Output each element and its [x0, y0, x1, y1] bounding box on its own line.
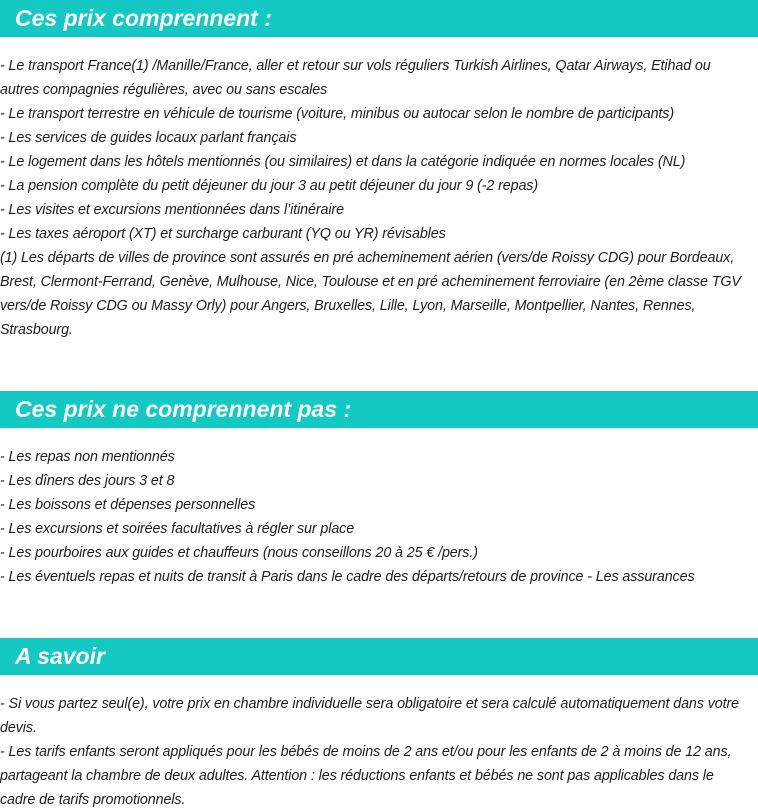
list-item: - Les excursions et soirées facultatives à régler sur place	[0, 521, 355, 537]
list-item: - Les taxes aéroport (XT) et surcharge carburant (YQ ou YR) révisables	[0, 226, 446, 242]
list-item: - Si vous partez seul(e), votre prix en chambre individuelle sera obligatoire et sera calculé automatiquement dans votre devis.	[0, 696, 739, 736]
section-body-included	[0, 54, 758, 342]
section-included	[0, 0, 758, 342]
list-item: - Les tarifs enfants seront appliqués pour les bébés de moins de 2 ans et/ou pour les enfants de 2 à moins de 12 ans, partageant la chambre de deux adultes. Attention : les réductions enfants et bébés ne sont pas applicables dans le cadre de tarifs promotionnels.	[0, 744, 732, 808]
section-title-included: Ces prix comprennent :	[15, 5, 272, 31]
section-title-good-to-know: A savoir	[15, 643, 105, 669]
section-header	[0, 0, 758, 37]
footnote: (1) Les départs de villes de province sont assurés en pré acheminement aérien (vers/de Roissy CDG) pour Bordeaux, Brest, Clermont-Ferrand, Genève, Mulhouse, Nice, Toulouse et en pré acheminement ferroviaire (en 2ème classe TGV vers/de Roissy CDG ou Massy Orly) pour Angers, Bruxelles, Lille, Lyon, Marseille, Montpellier, Nantes, Rennes, Strasbourg.	[0, 250, 741, 338]
list-item: - Les services de guides locaux parlant français	[0, 130, 297, 146]
list-item: - La pension complète du petit déjeuner du jour 3 au petit déjeuner du jour 9 (-2 repas)	[0, 178, 539, 194]
list-item: - Les éventuels repas et nuits de transit à Paris dans le cadre des départs/retours de province - Les assurances	[0, 569, 695, 585]
list-item: - Les pourboires aux guides et chauffeurs (nous conseillons 20 à 25 € /pers.)	[0, 545, 478, 561]
list-item: - Le logement dans les hôtels mentionnés (ou similaires) et dans la catégorie indiquée en normes locales (NL)	[0, 154, 686, 170]
list-item: - Les repas non mentionnés	[0, 449, 175, 465]
section-title-not-included: Ces prix ne comprennent pas :	[15, 396, 352, 422]
list-item: - Le transport France(1) /Manille/France, aller et retour sur vols réguliers Turkish Airlines, Qatar Airways, Etihad ou autres compagnies régulières, avec ou sans escales	[0, 58, 711, 98]
section-body-good-to-know	[0, 692, 758, 812]
list-item: - Les dîners des jours 3 et 8	[0, 473, 175, 489]
section-not-included	[0, 391, 758, 589]
section-header	[0, 391, 758, 428]
list-item: - Le transport terrestre en véhicule de tourisme (voiture, minibus ou autocar selon le nombre de participants)	[0, 106, 675, 122]
section-body-not-included	[0, 445, 758, 589]
section-header	[0, 638, 758, 675]
list-item: - Les boissons et dépenses personnelles	[0, 497, 256, 513]
list-item: - Les visites et excursions mentionnées dans l’itinéraire	[0, 202, 344, 218]
section-good-to-know	[0, 638, 758, 812]
